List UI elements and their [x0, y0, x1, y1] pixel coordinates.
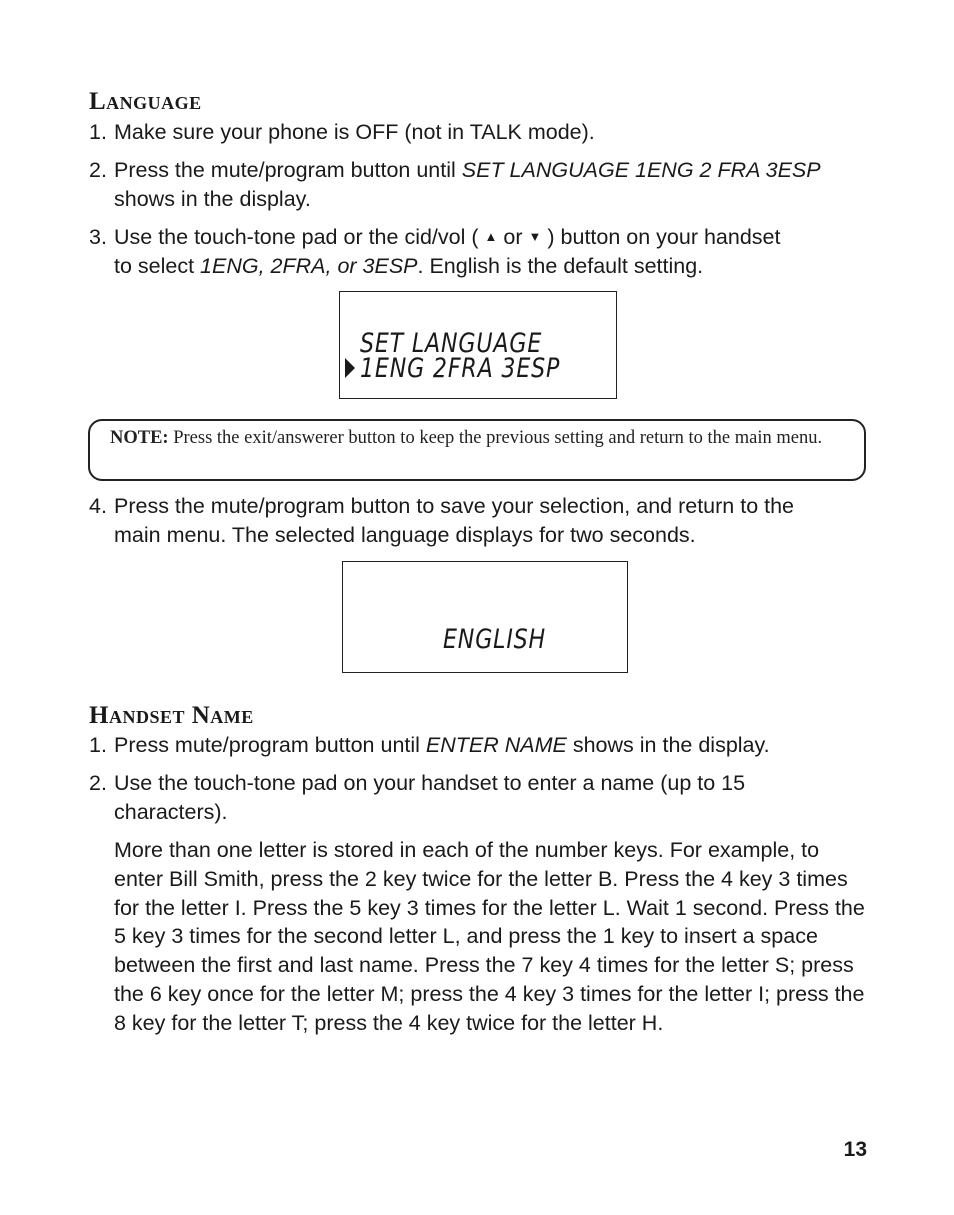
- step-text: to select: [114, 254, 201, 278]
- step-text: Use the touch-tone pad or the cid/vol (: [114, 225, 479, 249]
- step-text: main menu. The selected language displays for two seconds.: [114, 523, 696, 547]
- step-number: 1.: [89, 733, 107, 757]
- lcd-line-2: 1ENG 2FRA 3ESP: [360, 353, 561, 384]
- options-reference: 1ENG, 2FRA, or 3ESP: [200, 254, 418, 278]
- language-step-3: [89, 222, 879, 281]
- section-heading-handset-name: Handset Name: [89, 702, 254, 729]
- step-text: shows in the display.: [566, 733, 770, 757]
- step-text: Make sure your phone is OFF (not in TALK mode).: [114, 120, 595, 144]
- step-number: 2.: [89, 158, 107, 182]
- lcd-line-1: SET LANGUAGE: [360, 328, 543, 359]
- step-text: Press mute/program button until: [114, 733, 426, 757]
- step-number: 3.: [89, 225, 107, 249]
- triangle-up-icon: ▲: [484, 229, 498, 244]
- note-label: NOTE:: [110, 428, 169, 448]
- note-text: Press the exit/answerer button to keep the previous setting and return to the main menu.: [173, 428, 823, 448]
- display-text-reference: ENTER NAME: [425, 733, 567, 757]
- display-text-reference: SET LANGUAGE 1ENG 2 FRA 3ESP: [461, 158, 821, 182]
- lcd-line-1: ENGLISH: [443, 624, 547, 655]
- step-text: shows in the display.: [114, 187, 311, 211]
- lcd-display-set-language: [339, 291, 617, 399]
- triangle-down-icon: ▼: [528, 229, 542, 244]
- step-number: 4.: [89, 494, 107, 518]
- triangle-right-icon: [344, 358, 356, 378]
- lcd-display-english: [342, 561, 628, 673]
- section-heading-language: Language: [89, 88, 202, 115]
- step-text: Use the touch-tone pad on your handset to enter a name (up to 15: [114, 771, 746, 795]
- step-text: characters).: [114, 800, 228, 824]
- example-paragraph: More than one letter is stored in each of the number keys. For example, to enter Bill Smith, press the 2 key twice for the letter B. Press the 4 key 3 times for the letter I. Press the 5 key 3 times for the letter L. Wait 1 second. Press the 5 key 3 times for the second letter L, and press the 1 key to insert a space between the first and last name. Press the 7 key 4 times for the letter S; press the 6 key once for the letter M; press the 4 key 3 times for the letter I; press the 8 key for the letter T; press the 4 key twice for the letter H.: [114, 838, 865, 1035]
- step-number: 2.: [89, 771, 107, 795]
- step-text: or: [503, 225, 523, 249]
- step-text: . English is the default setting.: [417, 254, 704, 278]
- language-step-4: [89, 492, 879, 550]
- note-box: [88, 419, 866, 481]
- step-text: Press the mute/program button until: [114, 158, 462, 182]
- step-text-continued: [89, 252, 879, 281]
- language-step-1: [89, 118, 879, 147]
- page-number: 13: [843, 1138, 867, 1161]
- step-text: ) button on your handset: [547, 225, 781, 249]
- handset-name-step-2: [89, 769, 879, 827]
- language-step-2: [89, 156, 879, 214]
- handset-name-step-1: [89, 731, 879, 760]
- step-number: 1.: [89, 120, 107, 144]
- step-text: Press the mute/program button to save your selection, and return to the: [114, 494, 795, 518]
